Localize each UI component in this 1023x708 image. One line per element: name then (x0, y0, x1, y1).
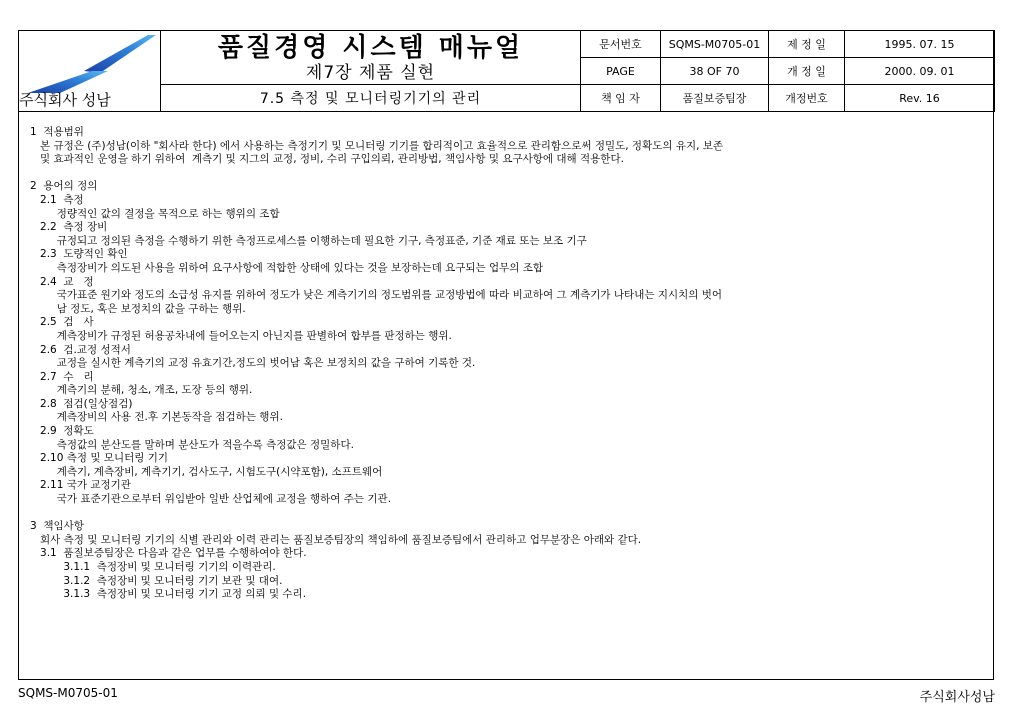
rev-no-value: Rev. 16 (845, 85, 995, 112)
body-line: 측정값의 분산도를 말하며 분산도가 적을수록 측정값은 정밀하다. (30, 438, 354, 451)
chapter-title: 제7장 제품 실현 (305, 62, 436, 83)
header-table (18, 30, 995, 112)
body-line: 계측장비가 규정된 허용공차내에 들어오는지 아닌지를 판별하여 합부를 판정하는 행위. (30, 329, 452, 342)
body-line: 계측기의 분해, 청소, 개조, 도장 등의 행위. (30, 384, 253, 397)
doc-no-label: 문서번호 (581, 31, 661, 58)
body-line: 2.4 교 정 (30, 275, 94, 288)
company-logo (20, 33, 160, 93)
body-line: 측정장비가 의도된 사용을 위하여 요구사항에 적합한 상태에 있다는 것을 보장하는데 요구되는 업무의 조합 (30, 261, 544, 274)
rev-no-label: 개정번호 (769, 85, 845, 112)
footer-doc-code: SQMS-M0705-01 (18, 686, 118, 700)
body-line: 2.6 검.교정 성적서 (30, 343, 131, 356)
body-line: 국가표준 원기와 정도의 소급성 유지를 위하여 정도가 낮은 계측기기의 정도범위를 교정방법에 따라 비교하여 그 계측기가 나타내는 지시치의 벗어 (30, 289, 723, 302)
body-line: 3.1.1 측정장비 및 모니터링 기기의 이력관리. (30, 561, 276, 573)
logo-cell (19, 31, 161, 112)
document-body (30, 126, 990, 602)
body-line: 규정되고 정의된 측정을 수행하기 위한 측정프로세스를 이행하는데 필요한 기구, 측정표준, 기준 재료 또는 보조 기구 (30, 234, 587, 247)
body-line: 2 용어의 정의 (30, 180, 98, 193)
footer-company: 주식회사성남 (919, 690, 995, 705)
body-line: 2.7 수 리 (30, 370, 94, 383)
body-line: 3.1.3 측정장비 및 모니터링 기기 교정 의뢰 및 수리. (30, 588, 307, 601)
revise-date-value: 2000. 09. 01 (845, 58, 995, 85)
body-line: 2.9 정확도 (30, 425, 94, 438)
doc-no-value: SQMS-M0705-01 (661, 31, 769, 58)
issue-date-label: 제 정 일 (769, 31, 845, 58)
body-line: 및 효과적인 운영을 하기 위하여 계측기 및 지그의 교정, 정비, 수리 구입의뢰, 관리방법, 책임사항 및 요구사항에 대해 적용한다. (30, 153, 624, 166)
body-line: 2.2 측정 장비 (30, 221, 108, 234)
body-line: 국가 표준기관으로부터 위임받아 일반 산업체에 교정을 행하여 주는 기관. (30, 493, 392, 506)
page-value: 38 OF 70 (661, 58, 769, 85)
body-line (30, 507, 990, 521)
owner-label: 책 임 자 (581, 85, 661, 112)
manual-title: 품질경영 시스템 매뉴얼 (217, 32, 524, 63)
body-line: 3 책임사항 (30, 520, 84, 533)
body-line: 2.11 국가 교정기관 (30, 479, 131, 492)
body-line: 2.1 측정 (30, 193, 84, 206)
body-line: 3.1 품질보증팀장은 다음과 같은 업무를 수행하여야 한다. (30, 547, 307, 560)
page-label: PAGE (581, 58, 661, 85)
body-line: 계측장비의 사용 전.후 기본동작을 점검하는 행위. (30, 411, 283, 424)
title-cell (161, 31, 581, 85)
owner-value: 품질보증팀장 (661, 85, 769, 112)
company-name: 주식회사 성남 (19, 91, 111, 109)
body-line: 1 적용범위 (30, 126, 84, 138)
body-line: 계측기, 계측장비, 계측기기, 검사도구, 시험도구(시약포함), 소프트웨어 (30, 465, 383, 478)
body-line: 정량적인 값의 결정을 목적으로 하는 행위의 조합 (30, 207, 280, 220)
body-line: 본 규정은 (주)성남(이하 "회사라 한다) 에서 사용하는 측정기기 및 모니터링 기기를 합리적이고 효율적으로 관리함으로써 정밀도, 정확도의 유지, 보존 (30, 139, 724, 152)
body-line (30, 167, 990, 181)
body-line: 2.10 측정 및 모니터링 기기 (30, 452, 169, 465)
body-line: 교정을 실시한 계측기의 교정 유효기간,정도의 벗어남 혹은 보정치의 값을 구하여 기록한 것. (30, 357, 476, 370)
section-title: 7.5 측정 및 모니터링기기의 관리 (161, 85, 581, 112)
body-line: 남 정도, 혹은 보정치의 값을 구하는 행위. (30, 302, 246, 315)
body-line: 3.1.2 측정장비 및 모니터링 기기 보관 및 대여. (30, 574, 283, 587)
body-line: 2.8 점검(일상점검) (30, 397, 133, 410)
body-line: 2.3 도량적인 확인 (30, 248, 128, 261)
revise-date-label: 개 정 일 (769, 58, 845, 85)
body-line: 회사 측정 및 모니터링 기기의 식별 관리와 이력 관리는 품질보증팀장의 책임하에 품질보증팀에서 관리하고 업무분장은 아래와 같다. (30, 533, 642, 546)
body-line: 2.5 검 사 (30, 316, 94, 329)
issue-date-value: 1995. 07. 15 (845, 31, 995, 58)
